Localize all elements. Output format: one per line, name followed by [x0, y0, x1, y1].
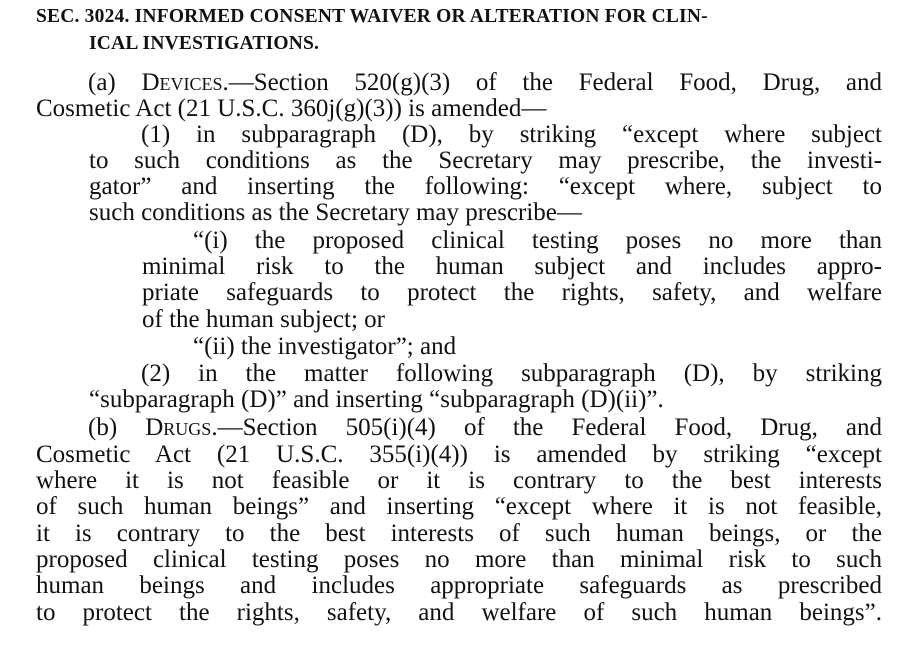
subsection-b-caption: Drugs — [145, 415, 212, 441]
paragraph-2-line-1: (2) in the matter following subparagraph (D), by striking — [141, 361, 882, 387]
subsection-b-first-line — [88, 415, 882, 441]
clause-i-line-1: “(i) the proposed clinical testing poses no more than — [193, 228, 882, 254]
section-heading-line-1: SEC. 3024. INFORMED CONSENT WAIVER OR ALTERATION FOR CLIN- — [36, 6, 708, 27]
subsection-b-line-5: it is contrary to the best interests of such human beings, or the — [36, 521, 882, 547]
clause-ii-line: “(ii) the investigator”; and — [193, 333, 457, 360]
subsection-b-line-4: of such human beings” and inserting “except where it is not feasible, — [36, 494, 882, 520]
subsection-a-line-2: Cosmetic Act (21 U.S.C. 360j(g)(3)) is amended— — [36, 95, 547, 122]
clause-i-line-4: of the human subject; or — [142, 306, 385, 333]
subsection-b-label: (b) — [88, 415, 146, 441]
subsection-a-first-line — [88, 70, 882, 96]
subsection-b-line-6: proposed clinical testing poses no more than minimal risk to such — [36, 547, 882, 573]
subsection-b-line-7: human beings and includes appropriate safeguards as prescribed — [36, 573, 882, 599]
subsection-b-first-line-text: .—Section 505(i)(4) of the Federal Food, Drug, and — [211, 415, 882, 441]
paragraph-1-line-2: to such conditions as the Secretary may prescribe, the investi- — [89, 148, 882, 174]
paragraph-2-line-2: “subparagraph (D)” and inserting “subparagraph (D)(ii)”. — [89, 386, 664, 413]
subsection-b-line-3: where it is not feasible or it is contrary to the best interests — [36, 468, 882, 494]
subsection-a-first-line-text: .—Section 520(g)(3) of the Federal Food, Drug, and — [222, 70, 882, 96]
subsection-b-line-8: to protect the rights, safety, and welfare of such human beings”. — [36, 600, 882, 626]
clause-i-line-3: priate safeguards to protect the rights, safety, and welfare — [142, 280, 882, 306]
clause-i-line-2: minimal risk to the human subject and includes appro- — [142, 254, 882, 280]
paragraph-1-line-3: gator” and inserting the following: “except where, subject to — [89, 174, 882, 200]
paragraph-1-line-1: (1) in subparagraph (D), by striking “except where subject — [141, 122, 882, 148]
paragraph-1-line-4: such conditions as the Secretary may prescribe— — [89, 199, 582, 226]
section-heading-line-2: ICAL INVESTIGATIONS. — [89, 33, 320, 54]
subsection-b-line-2: Cosmetic Act (21 U.S.C. 355(i)(4)) is amended by striking “except — [36, 442, 882, 468]
subsection-a-label: (a) — [88, 70, 142, 96]
subsection-a-caption: Devices — [141, 70, 223, 96]
